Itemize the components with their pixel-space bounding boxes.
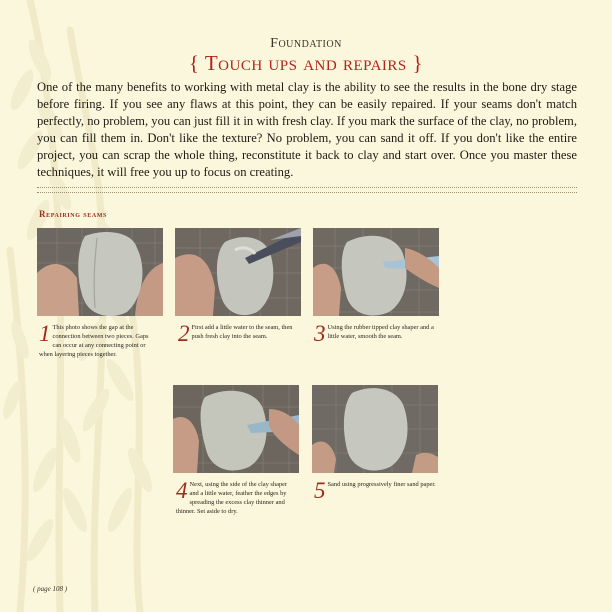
page-number: ( page 108 ) xyxy=(33,585,68,593)
step-2-photo xyxy=(175,228,301,316)
step-text: First add a little water to the seam, then push fresh clay into the seam. xyxy=(191,324,293,340)
step-1-caption xyxy=(39,323,157,359)
chapter-kicker: Foundation xyxy=(270,36,342,51)
step-number: 3 xyxy=(314,321,326,346)
step-4-photo xyxy=(173,385,299,473)
step-number: 2 xyxy=(178,321,190,346)
step-4-caption xyxy=(176,480,296,516)
section-heading: Repairing seams xyxy=(39,209,107,219)
step-number: 4 xyxy=(176,478,188,503)
step-text: Using the rubber tipped clay shaper and a little water, smooth the seam. xyxy=(327,324,434,340)
step-number: 1 xyxy=(39,321,51,346)
section-divider xyxy=(37,187,577,193)
step-text: Next, using the side of the clay shaper and a little water, feather the edges by spreading the excess clay thinner and thinner. Set aside to dry. xyxy=(176,481,288,515)
step-1-photo xyxy=(37,228,163,316)
step-3-caption xyxy=(314,321,436,346)
intro-paragraph: One of the many benefits to working with metal clay is the ability to see the results in the bone dry stage before firing. If you see any flaws at this point, they can be easily repaired. If your seams don't match perfectly, no problem, you can just fill it in with fresh clay. If you mark the surface of the clay, no problem, you can fill them in. Don't like the texture? No problem, you can sand it off. If you don't like the entire project, you can scrap the whole thing, reconstitute it back to clay and start over. Once you master these techniques, it will free you up to focus on creating. xyxy=(37,80,577,179)
step-2-caption xyxy=(178,321,296,346)
step-3-photo xyxy=(313,228,439,316)
step-5-photo xyxy=(312,385,438,473)
step-5-caption xyxy=(314,478,436,503)
step-number: 5 xyxy=(314,478,326,503)
page-title: { Touch ups and repairs } xyxy=(188,51,424,75)
step-text: Sand using progressively finer sand paper. xyxy=(327,481,436,488)
step-text: This photo shows the gap at the connection between two pieces. Gaps can occur at any connecting point or when layering pieces together. xyxy=(39,324,149,358)
